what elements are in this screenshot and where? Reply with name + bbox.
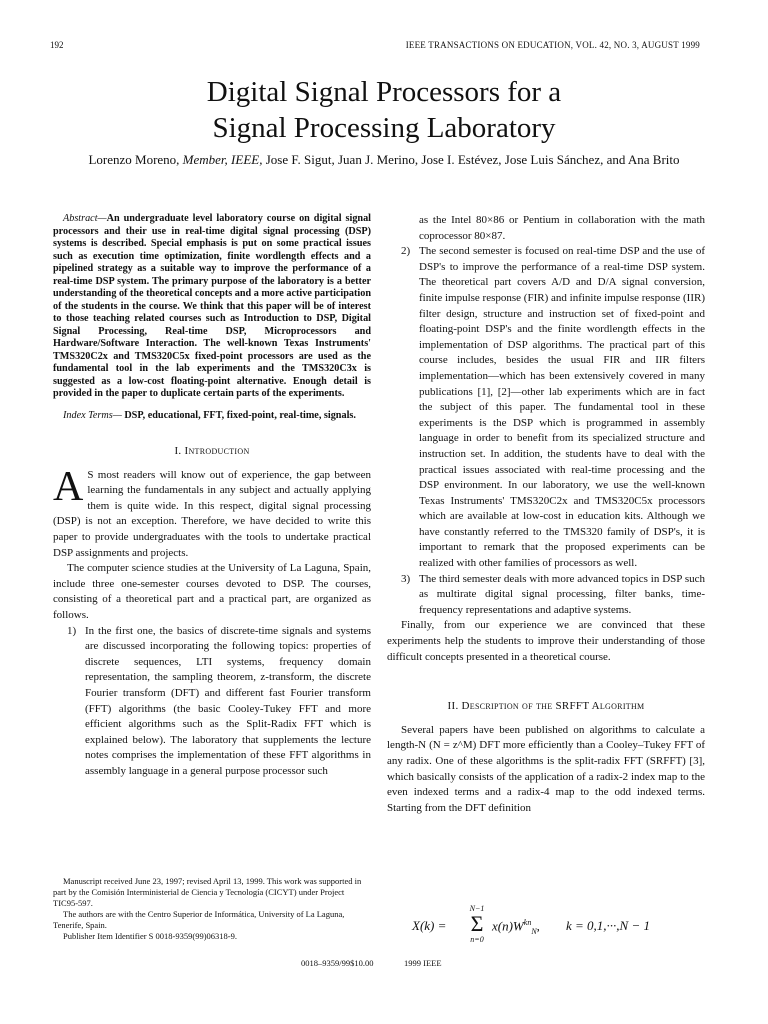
intro-paragraph-1 (53, 463, 371, 562)
running-header: IEEE TRANSACTIONS ON EDUCATION, VOL. 42, NO. 3, AUGUST 1999 (405, 40, 700, 50)
footnote-line: Publisher Item Identifier S 0018-9359(99)06318-9. (63, 931, 237, 941)
srfft-paragraph-1: Several papers have been published on algorithms to calculate a length-N (N = z^M) DFT more efficiently than a Cooley–Tukey FFT of any radix. One of these algorithms is the split-radix FFT (SRFFT) [3], which basically consists of the application of a radix-2 index map to the even indexed terms and a radix-4 map to the odd indexed terms. Starting from the DFT definition (387, 723, 705, 814)
list-item-continuation: as the Intel 80×86 or Pentium in collaboration with the math coprocessor 80×87. (419, 214, 705, 242)
drop-cap: A (53, 463, 84, 510)
intro-paragraph-1-text: S most readers will know out of experience, the gap between learning the fundamentals in any subject and actually applying them is quite wide. In this respect, digital signal processing (DSP) is not an exception. Therefore, we have decided to write this paper to provide undergraduates with the tools to undertake practical DSP assignments and projects. (53, 468, 371, 559)
summation-lower-limit: n=0 (470, 935, 484, 944)
equation-term (492, 918, 540, 936)
author-membership: Member, IEEE, (182, 152, 263, 167)
equation-range: k = 0,1,···,N − 1 (566, 918, 650, 933)
equation-term-superscript: kn (523, 918, 532, 927)
title-line-1: Digital Signal Processors for a (206, 76, 562, 108)
copyright-code: 0018–9359/99$10.00 (301, 958, 374, 968)
summation (466, 904, 488, 944)
abstract (53, 213, 371, 401)
intro-paragraph-2: The computer science studies at the University of La Laguna, Spain, include three one-semester courses devoted to DSP. The courses, consisting of a theoretical part and a practical part, are organized as follows. (53, 562, 371, 621)
intro-paragraph-3: Finally, from our experience we are convinced that these experiments help the students to improve their understanding of those difficult concepts presented in a theoretical course. (387, 619, 705, 663)
list-item (53, 624, 371, 780)
equation-term-subscript: N (531, 926, 537, 936)
abstract-lead: Abstract— (63, 213, 107, 224)
footnote-line: Manuscript received June 23, 1997; revised April 13, 1999. This work was supported in part by the Comisión Interministerial de Ciencia y Tecnología (CICYT) under Project TIC95-597. (53, 876, 362, 908)
page-number: 192 (50, 40, 64, 50)
copyright-year: 1999 IEEE (404, 958, 442, 968)
index-terms (53, 410, 371, 423)
title-line-2: Signal Processing Laboratory (212, 112, 556, 144)
list-item (387, 244, 705, 571)
list-item-number: 3) (401, 572, 411, 585)
section-heading-introduction: I. Introduction (174, 445, 250, 457)
index-terms-text: DSP, educational, FFT, fixed-point, real-time, signals. (121, 409, 356, 421)
list-item-text: The third semester deals with more advanced topics in DSP such as multirate digital signal processing, filter banks, time-frequency representations and adaptive systems. (419, 572, 705, 616)
equation-term-base: x(n)W (492, 918, 524, 934)
author-first: Lorenzo Moreno, (88, 152, 180, 167)
list-item-number: 1) (67, 624, 77, 637)
abstract-text: An undergraduate level laboratory course on digital signal processors and their use in real-time digital signal processing (DSP) systems is described. Special emphasis is put on some practical issues such as execution time optimization, finite wordlength effects and a pipelined strategy as a suitable way to improve the performance of a real-time DSP system. The primary purpose of the laboratory is a better understanding of the theoretical concepts and a more active participation of the students in the course. We think that this paper will be of interest to those teaching related courses such as Introduction to DSP, Digital Signal Processing, Real-time DSP, Microprocessors and Hardware/Software Interaction. The well-known Texas Instruments' TMS320C2x and TMS320C5x fixed-point processors are used as the fundamental tool in the lab experiments and the TMS320C3x is suggested as a low-cost floating-point alternative. Enough detail is provided in the paper to duplicate certain parts of the experiments. (53, 213, 371, 399)
footnote-line: The authors are with the Centro Superior de Informática, University of La Laguna, Tenerife, Spain. (53, 909, 345, 930)
left-column (53, 213, 371, 779)
author-list (40, 152, 728, 168)
paper-title (0, 74, 768, 146)
list-item-text: The second semester is focused on real-time DSP and the use of DSP's to improve the performance of a real-time DSP system. The theoretical part covers A/D and D/A signal conversion, finite impulse response (FIR) and infinite impulse response (IIR) filter design, structure and instruction set of fixed-point and floating-point DSP's and the finite wordlength effects in the implementation of DSP algorithms. The practical part of this course includes, besides the usual FIR and IIR filters implementation—which has been extensively covered in many publications [1], [2]—other lab experiments which are in fact the subject of this paper. The fundamental tool in these experiments is the DSP which is programmed in assembly language in order to benefit from its specialized structure and instruction set. In addition, the students have to deal with the practical issues associated with real-time processing and the DSP environment. In our laboratory, we use the well-known Texas Instruments' TMS320C2x and TMS320C5x processors which are available at low-cost in education kits. Although we have constantly referred to the TMS320 family of DSP's, it is important to remark that the proposed experiments can be realized with other families of processors as well. (419, 245, 705, 570)
author-rest: Jose F. Sigut, Juan J. Merino, Jose I. Estévez, Jose Luis Sánchez, and Ana Brito (265, 152, 680, 167)
dft-equation (412, 904, 712, 950)
footnote (53, 876, 371, 942)
index-terms-lead: Index Terms— (63, 409, 122, 421)
course-list (53, 624, 371, 780)
list-item-number: 2) (401, 245, 411, 258)
list-item (387, 572, 705, 619)
summation-upper-limit: N−1 (469, 904, 485, 913)
equation-lhs: X(k) = (412, 918, 447, 933)
sigma-symbol: Σ (470, 911, 484, 936)
equation-term-end: , (536, 918, 540, 934)
list-item-text: In the first one, the basics of discrete-time signals and systems are discussed incorporating the following topics: properties of discrete sequences, LTI systems, frequency domain representation, the sampling theorem, z-transform, the discrete Fourier transform (DFT) and different fast Fourier transform (FFT) algorithms (the basic Cooley-Tukey FFT and more efficient algorithms such as the Split-Radix FFT which is explained below). The laboratory that supplements the lecture notes comprises the implementation of these FFT algorithms in assembly language in a general purpose processor such (85, 624, 371, 777)
course-list-continued (387, 244, 705, 618)
section-heading-srfft: II. Description of the SRFFT Algorithm (447, 700, 645, 713)
right-column (387, 213, 705, 816)
